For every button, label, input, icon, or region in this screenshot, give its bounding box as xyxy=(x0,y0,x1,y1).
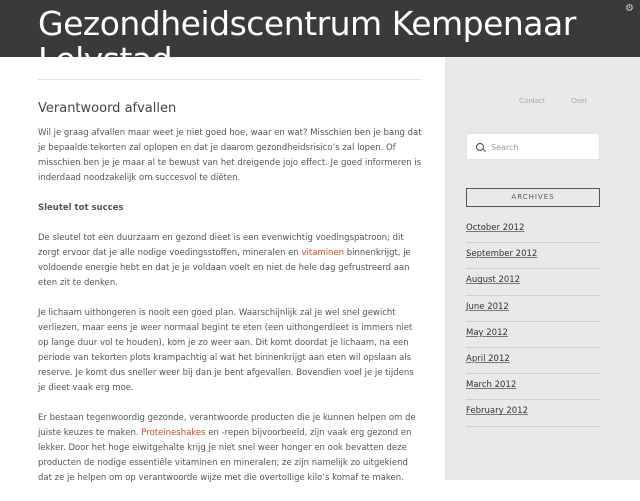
paragraph-text: De sleutel tot een duurzaam en gezond dieet is een evenwichtig voedingspatroon; dit zorgt ervoor dat je alle nodige voedingsstoffen, mineralen en xyxy=(38,233,404,258)
post-subheading: Sleutel tot succes xyxy=(38,203,124,213)
post-body xyxy=(38,126,423,501)
proteineshakes-link[interactable]: Proteineshakes xyxy=(141,428,206,438)
archive-link[interactable]: March 2012 xyxy=(466,380,517,391)
archive-link[interactable]: April 2012 xyxy=(466,353,510,364)
post-title[interactable]: Verantwoord afvallen xyxy=(38,101,177,116)
archive-list xyxy=(466,217,600,427)
post-paragraph xyxy=(38,411,423,486)
archive-item[interactable] xyxy=(466,217,600,243)
archive-item[interactable] xyxy=(466,243,600,269)
nav-item-contact[interactable]: Contact xyxy=(519,96,545,105)
archive-link[interactable]: August 2012 xyxy=(466,275,521,286)
archives-heading: ARCHIVES xyxy=(466,188,600,207)
search-input[interactable] xyxy=(491,140,591,154)
top-nav xyxy=(519,96,611,105)
gear-icon[interactable]: ⚙ xyxy=(625,3,634,14)
search-box[interactable] xyxy=(466,133,600,160)
archive-link[interactable]: February 2012 xyxy=(466,406,528,417)
vitaminen-link[interactable]: vitaminen xyxy=(301,248,345,258)
paragraph-text: en -repen bijvoorbeeld, zijn vaak erg gezond en lekker. Door het hoge eiwitgehalte krijg je niet snel weer honger en ook bevatten deze producten de nodige essentiële vitaminen en mineralen; ze zijn namelijk zo uitgekiend dat ze je helpen om op verantwoorde wijze met die overtollige kilo’s komaf te maken. xyxy=(38,428,412,483)
archive-link[interactable]: May 2012 xyxy=(466,327,508,338)
nav-item-over[interactable]: Over xyxy=(570,96,588,105)
site-header xyxy=(0,0,640,79)
archive-link[interactable]: September 2012 xyxy=(466,249,538,260)
archive-item[interactable] xyxy=(466,269,600,295)
divider xyxy=(38,79,421,80)
archive-item[interactable] xyxy=(466,296,600,322)
search-icon[interactable] xyxy=(476,143,484,151)
paragraph-text: Er bestaan tegenwoordig gezonde, verantwoorde producten die je kunnen helpen om de juiste keuzes te maken. xyxy=(38,413,416,438)
archive-item[interactable] xyxy=(466,374,600,400)
archive-item[interactable] xyxy=(466,400,600,426)
archive-item[interactable] xyxy=(466,322,600,348)
archive-item[interactable] xyxy=(466,348,600,374)
post-paragraph xyxy=(38,231,423,291)
archive-link[interactable]: June 2012 xyxy=(466,301,509,312)
archive-link[interactable]: October 2012 xyxy=(466,223,525,233)
post-paragraph: Je lichaam uithongeren is nooit een goed plan. Waarschijnlijk zal je wel snel gewicht verliezen, maar eens je weer normaal begint te eten (een uithongerdieet is immers niet op lange duur vol te houden), kom je zo weer aan. Dit komt doordat je lichaam, na een periode van tekorten plots krampachtig al wat het binnenkrijgt aan eten wil opslaan als reserve. Je komt dus sneller weer bij dan je bent afgevallen. Bovendien voel je je tijdens je dieet vaak erg moe. xyxy=(38,308,414,393)
post-paragraph: Wil je graag afvallen maar weet je niet goed hoe, waar en wat? Misschien ben je bang dat je bepaalde tekorten zal oplopen en dat je daarom gezondheidsrisico’s zal lopen. Of misschien ben je je maar al te bewust van het dreigende jojo effect. Je goed informeren is inderdaad noodzakelijk om succesvol te diëten. xyxy=(38,128,422,183)
paragraph-text: binnenkrijgt, je voldoende energie hebt en dat je je voldaan voelt en niet de hele dag gefrustreerd aan eten zit te denken. xyxy=(38,248,411,288)
site-title[interactable]: Gezondheidscentrum Kempenaar Lelystad xyxy=(38,4,576,79)
